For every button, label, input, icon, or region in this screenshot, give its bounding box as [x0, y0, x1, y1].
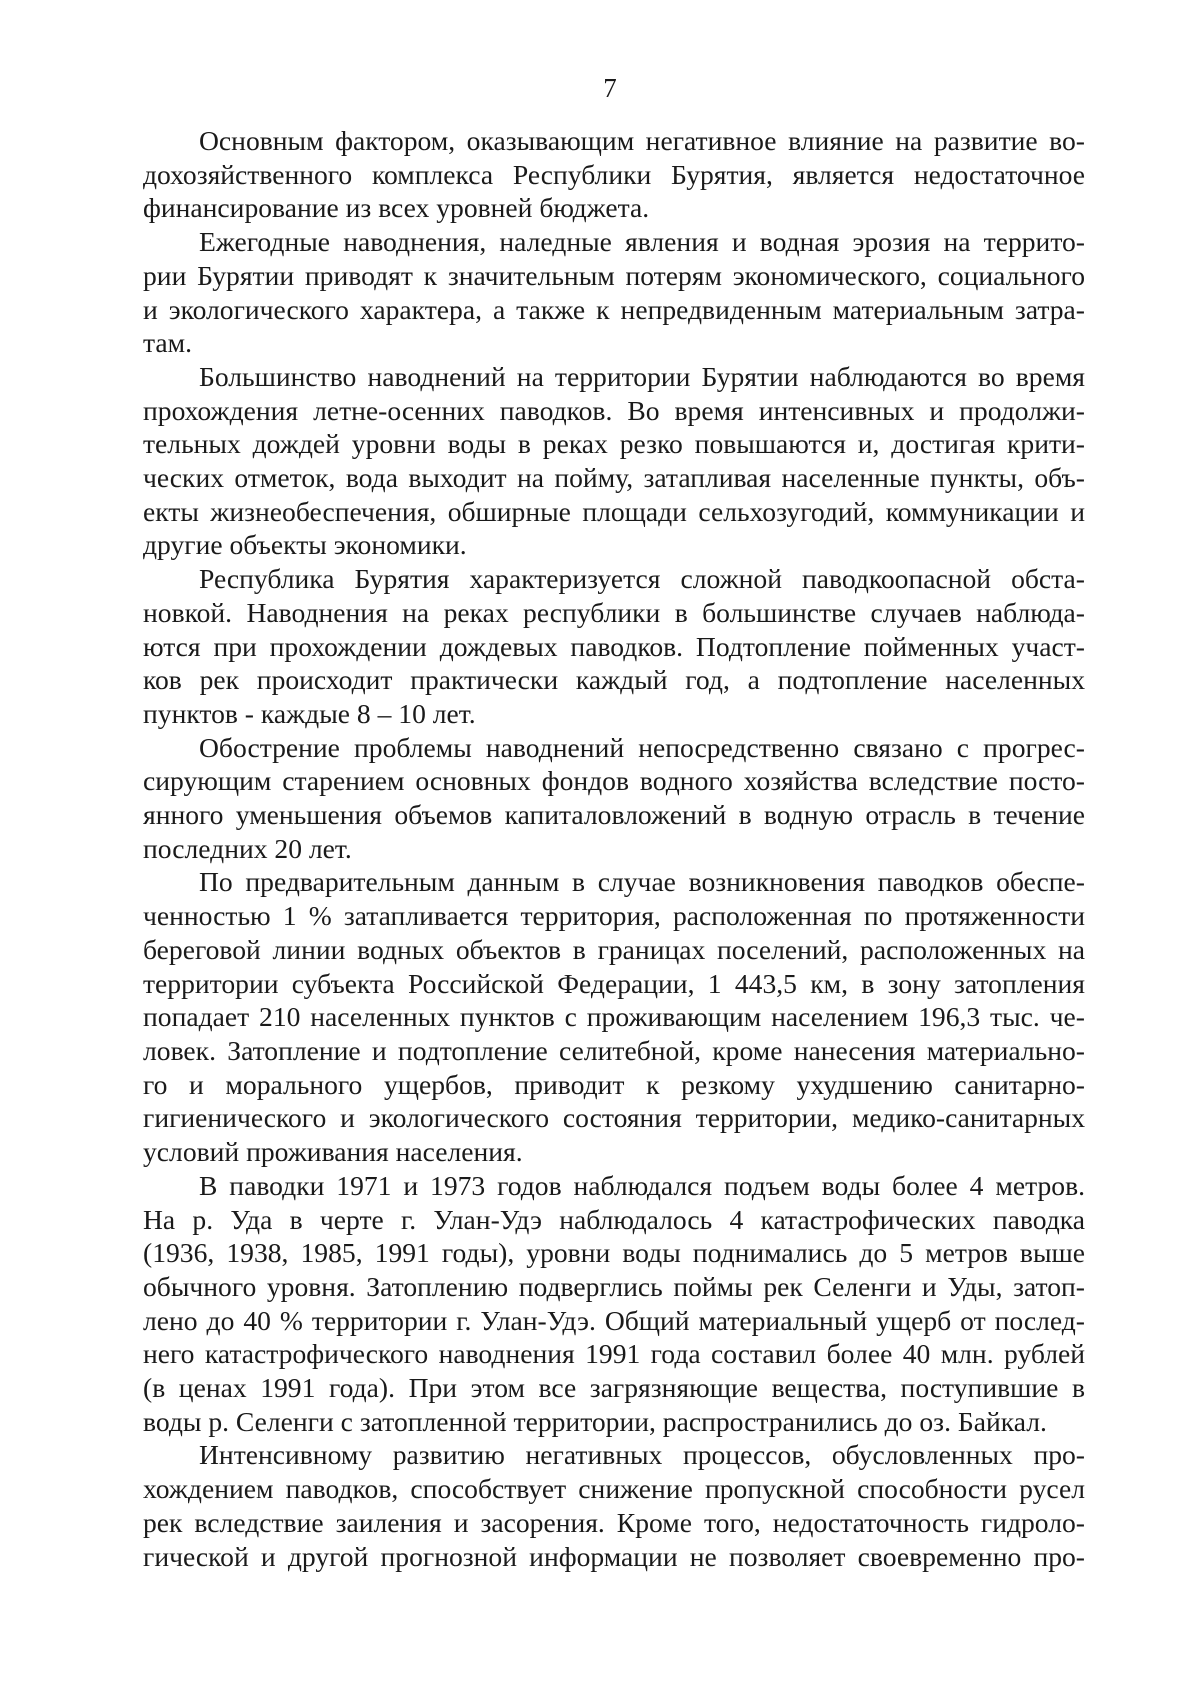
paragraph — [143, 562, 1085, 731]
text-line: гической и другой прогнозной информации не позволяет своевременно про- — [143, 1540, 1085, 1572]
text-line: хождением паводков, способствует снижение пропускной способности русел — [143, 1473, 1085, 1505]
text-line: По предварительным данным в случае возникновения паводков обеспе- — [199, 866, 1085, 898]
text-line: другие объекты экономики. — [143, 529, 467, 561]
text-line: там. — [143, 327, 193, 359]
text-line: лено до 40 % территории г. Улан-Удэ. Общий материальный ущерб от послед- — [143, 1304, 1085, 1336]
text-line: условий проживания населения. — [143, 1136, 523, 1168]
text-line: екты жизнеобеспечения, обширные площади сельхозугодий, коммуникации и — [143, 495, 1085, 527]
text-line: Ежегодные наводнения, наледные явления и водная эрозия на террито- — [199, 226, 1085, 258]
text-line: Обострение проблемы наводнений непосредственно связано с прогрес- — [199, 731, 1085, 763]
text-line: (в ценах 1991 года). При этом все загрязняющие вещества, поступившие в — [143, 1372, 1085, 1404]
paragraph — [143, 124, 1085, 225]
text-line: ческих отметок, вода выходит на пойму, затапливая населенные пункты, объ- — [143, 462, 1085, 494]
text-line: Основным фактором, оказывающим негативное влияние на развитие во- — [199, 125, 1085, 156]
text-line: прохождения летне-осенних паводков. Во время интенсивных и продолжи- — [143, 394, 1085, 426]
text-line: ются при прохождении дождевых паводков. Подтопление пойменных участ- — [143, 630, 1085, 662]
text-line: янного уменьшения объемов капиталовложений в водную отрасль в течение — [143, 799, 1085, 831]
text-line: последних 20 лет. — [143, 832, 352, 864]
text-line: го и морального ущербов, приводит к резкому ухудшению санитарно- — [143, 1068, 1085, 1100]
text-line: территории субъекта Российской Федерации, 1 443,5 км, в зону затопления — [143, 967, 1085, 999]
text-line: береговой линии водных объектов в границах поселений, расположенных на — [143, 933, 1085, 965]
text-line: Большинство наводнений на территории Бурятии наблюдаются во время — [199, 360, 1085, 392]
text-line: рек вследствие заиления и засорения. Кроме того, недостаточность гидроло- — [143, 1506, 1085, 1538]
paragraph — [143, 1169, 1085, 1439]
document-body — [143, 124, 1085, 1573]
text-line: новкой. Наводнения на реках республики в большинстве случаев наблюда- — [143, 596, 1085, 628]
text-line: ков рек происходит практически каждый год, а подтопление населенных — [143, 664, 1085, 696]
text-line: него катастрофического наводнения 1991 года составил более 40 млн. рублей — [143, 1338, 1085, 1370]
text-line: ловек. Затопление и подтопление селитебной, кроме нанесения материально- — [143, 1034, 1085, 1066]
text-line: (1936, 1938, 1985, 1991 годы), уровни воды поднимались до 5 метров выше — [143, 1237, 1085, 1269]
text-line: ченностью 1 % затапливается территория, расположенная по протяженности — [143, 900, 1085, 932]
text-line: пунктов - каждые 8 – 10 лет. — [143, 697, 476, 729]
text-line: В паводки 1971 и 1973 годов наблюдался подъем воды более 4 метров. — [199, 1169, 1085, 1201]
paragraph — [143, 865, 1085, 1168]
paragraph — [143, 1438, 1085, 1573]
page-number: 7 — [603, 73, 617, 103]
text-line: воды р. Селенги с затопленной территории, распространились до оз. Байкал. — [143, 1405, 1047, 1437]
text-line: тельных дождей уровни воды в реках резко повышаются и, достигая крити- — [143, 428, 1085, 460]
text-line: обычного уровня. Затоплению подверглись поймы рек Селенги и Уды, затоп- — [143, 1270, 1085, 1302]
paragraph — [143, 225, 1085, 360]
text-line: и экологического характера, а также к непредвиденным материальным затра- — [143, 293, 1085, 325]
paragraph — [143, 731, 1085, 866]
text-line: Интенсивному развитию негативных процессов, обусловленных про- — [199, 1439, 1085, 1471]
text-line: На р. Уда в черте г. Улан-Удэ наблюдалось 4 катастрофических паводка — [143, 1203, 1085, 1235]
text-line: Республика Бурятия характеризуется сложной паводкоопасной обста- — [199, 563, 1085, 595]
text-line: финансирование из всех уровней бюджета. — [143, 192, 650, 224]
text-line: сирующим старением основных фондов водного хозяйства вследствие посто- — [143, 765, 1085, 797]
text-line: гигиенического и экологического состояния территории, медико-санитарных — [143, 1102, 1085, 1134]
text-line: рии Бурятии приводят к значительным потерям экономического, социального — [143, 259, 1085, 291]
paragraph — [143, 360, 1085, 562]
text-line: дохозяйственного комплекса Республики Бурятия, является недостаточное — [143, 158, 1085, 190]
text-line: попадает 210 населенных пунктов с проживающим населением 196,3 тыс. че- — [143, 1001, 1085, 1033]
